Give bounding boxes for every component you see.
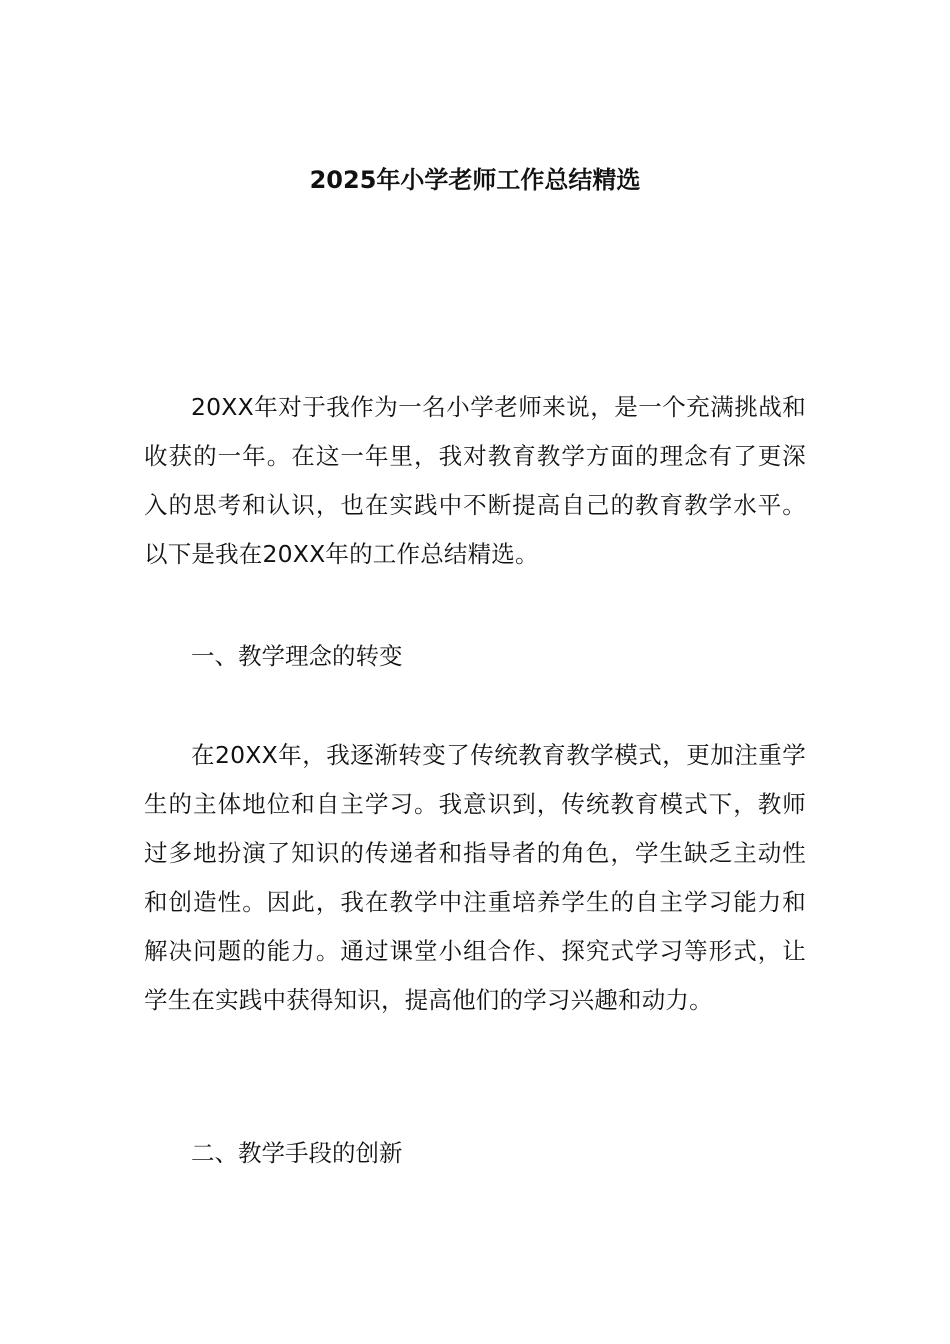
document-title: 2025年小学老师工作总结精选 — [309, 166, 641, 194]
section-heading-1: 一、教学理念的转变 — [191, 642, 403, 670]
section-1-paragraph: 在20XX年，我逐渐转变了传统教育教学模式，更加注重学生的主体地位和自主学习。我意识到，传统教育模式下，教师过多地扮演了知识的传递者和指导者的角色，学生缺乏主动性和创造性。因此，我在教学中注重培养学生的自主学习能力和解决问题的能力。通过课堂小组合作、探究式学习等形式，让学生在实践中获得知识，提高他们的学习兴趣和动力。 — [144, 741, 806, 1014]
section-heading-2: 二、教学手段的创新 — [191, 1139, 403, 1167]
intro-paragraph: 20XX年对于我作为一名小学老师来说，是一个充满挑战和收获的一年。在这一年里，我对教育教学方面的理念有了更深入的思考和认识，也在实践中不断提高自己的教育教学水平。以下是我在20XX年的工作总结精选。 — [144, 393, 806, 568]
